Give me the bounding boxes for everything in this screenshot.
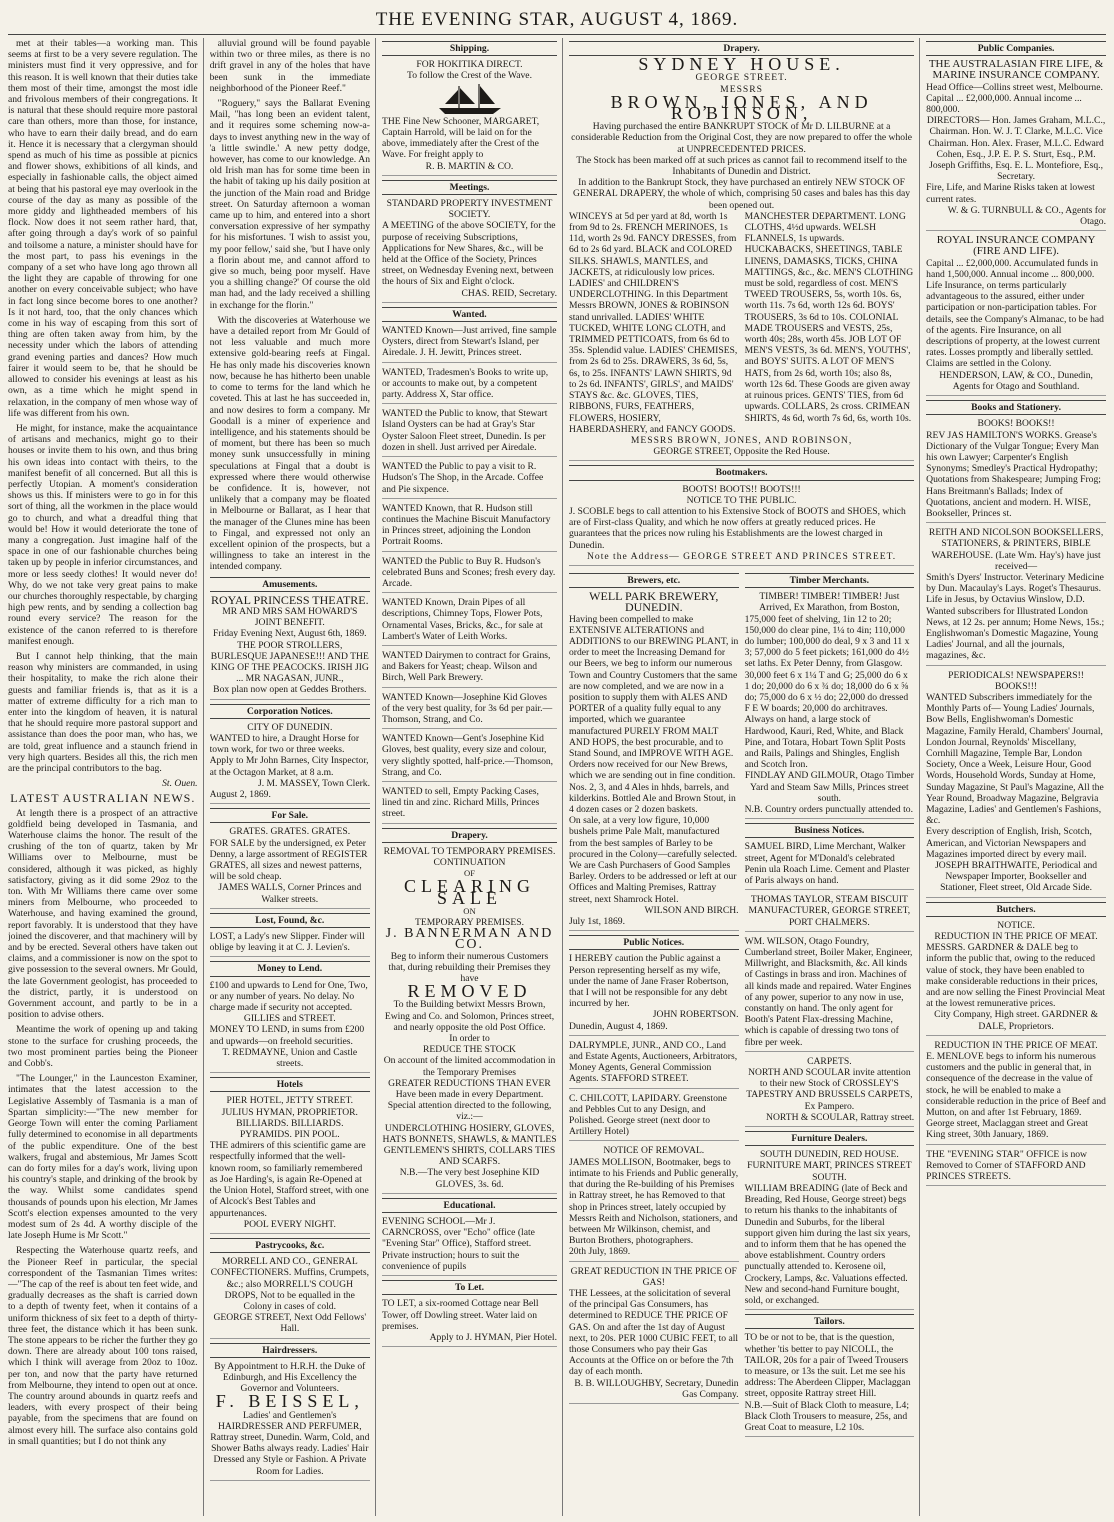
columns bbox=[8, 38, 1106, 1516]
column-4-left bbox=[569, 570, 739, 1441]
section-amusements: Amusements. bbox=[210, 577, 370, 592]
ad-text: August 2, 1869. bbox=[209, 789, 271, 800]
ad-text: GILLIES and STREET. bbox=[243, 1013, 336, 1025]
ad-text: Life Insurance, on terms particularly advantageous to the assured, either under participation or non-participation tables. For details, see the Company's Almanac, to be had of the agents. Fire Insurance, on all descriptions of property, at the lowest current rates. Losses promptly and liberally settled. Claims are settled in the Colony. bbox=[926, 280, 1104, 370]
ad-text: E. MENLOVE begs to inform his numerous customers and the public in general that, in consequence of the decrease in the value of stock, he will be enabled to make a considerable reduction in the price of Beef and Mutton, on and after 1st February, 1869. bbox=[926, 1051, 1106, 1119]
ad-heading: PIER HOTEL, JETTY STREET. JULIUS HYMAN, PROPRIETOR. bbox=[221, 1095, 358, 1118]
ad-text: JAMES WALLS, Corner Princes and Walker streets. bbox=[218, 882, 362, 905]
column-4-right bbox=[745, 570, 915, 1441]
ad-text: In order to bbox=[449, 1033, 490, 1045]
column-3 bbox=[382, 38, 563, 1516]
article-paragraph: But I cannot help thinking, that the main reason why ministers are commanded, in using their hospitality, to make the rich alone their guests and familiar friends is, that as it is a matter of extreme difficulty for a rich man to enter into the kingdom of heaven, it is natural that he should require more pastoral support and assistance than does the poor man, who has, we are told, great influence and a staunch friend in very high quarters. Besides all this, the rich men are the principal contributors to the bag. bbox=[8, 650, 198, 774]
ad-text: MESSRS bbox=[720, 83, 763, 95]
ad-text: WILLIAM BREADING (late of Beck and Breading, Red House, George street) begs to return his thanks to the inhabitants of Dunedin and Suburbs, for the liberal support given him during the last six years, and to inform them that he has opened the above establishment. Country orders punctually attended to. Kerosene oil, Crockery, Lamps, &c. Valuations effected. New and second-hand Furniture bought, sold, or exchanged. bbox=[744, 1182, 911, 1306]
ad-text: THE admirers of this scientific game are respectfully informed that the well-known room, so familiarly remembered as Joe Harding's, is again Re-Opened at the Union Hotel, Stafford street, with one of Alcock's Best Tables and appurtenances. bbox=[209, 1140, 369, 1219]
ad-heading: ROYAL PRINCESS THEATRE. bbox=[210, 592, 369, 607]
ad-text: R. B. MARTIN & CO. bbox=[425, 160, 514, 172]
ad-heading: FURNITURE MART, PRINCES STREET SOUTH. bbox=[747, 1160, 912, 1183]
ad-heading: REITH AND NICOLSON BOOKSELLERS, STATIONERS, & PRINTERS, BIBLE WAREHOUSE. (Late Wm. Hay's) have just received— bbox=[928, 527, 1104, 572]
ad-heading: ROYAL INSURANCE COMPANY (FIRE AND LIFE). bbox=[936, 234, 1096, 258]
ad-text: Ladies' and Gentlemen's HAIRDRESSER AND PERFUMER, Rattray street, Dunedin. Warm, Cold, and Shower Baths always ready. Ladies' Hair Dressed any Style or Fashion. A Private Room for Ladies. bbox=[210, 1409, 370, 1477]
ad-wise-books bbox=[926, 418, 1106, 523]
ad-wanted: WANTED to sell, Empty Packing Cases, lined tin and zinc. Richard Mills, Princes street. bbox=[382, 786, 557, 824]
ad-text: JOHN ROBERTSON. bbox=[652, 1009, 739, 1021]
ad-heading: REDUCTION IN THE PRICE OF MEAT. bbox=[934, 1039, 1098, 1051]
section-to-let: To Let. bbox=[382, 1280, 557, 1295]
ad-wanted: WANTED the Public to pay a visit to R. Hudson's The Shop, in the Arcade. Coffee and Pie sixpence. bbox=[382, 461, 557, 499]
ad-heading: F. BEISSEL, bbox=[215, 1391, 364, 1412]
ad-text: FOR SALE by the undersigned, ex Peter Denny, a large assortment of REGISTER GRATES, all sizes and newest patterns, will be sold cheap. bbox=[209, 837, 368, 883]
ad-text: In addition to the Bankrupt Stock, they have purchased an entirely NEW STOCK OF GENERAL DRAPERY, the whole of which, comprising 50 cases and bales has this day been opened out. bbox=[573, 177, 911, 211]
ad-boots bbox=[569, 484, 914, 566]
ad-text: Have been made in every Department. bbox=[395, 1089, 544, 1101]
ad-text: T. REDMAYNE, Union and Castle streets. bbox=[222, 1046, 358, 1070]
ad-text: MR AND MRS SAM HOWARD'S JOINT BENEFIT. bbox=[222, 605, 358, 629]
section-for-sale: For Sale. bbox=[210, 808, 370, 823]
ad-text: Having been compelled to make EXTENSIVE ALTERATIONS and ADDITIONS to our BREWING PLANT, in order to meet the Increasing Demand for our Beers, we beg to inform our numerous Town and Country Customers that the same are now completed, and we are now in a position to supply them with ALES AND PORTER of a quality fully equal to any imported, which we guarantee manufactured PURELY FROM MALT AND HOPS, the best procurable, and to Stand Sound, and IMPROVE WITH AGE. bbox=[569, 613, 739, 759]
ad-text: TO LET, a six-roomed Cottage near Bell Tower, off Dowling street. Water laid on premises. bbox=[382, 1298, 539, 1332]
ad-text: NORTH & SCOULAR, Rattray street. bbox=[766, 1111, 915, 1123]
section-timber: Timber Merchants. bbox=[745, 573, 915, 588]
ad-furniture bbox=[745, 1149, 915, 1310]
ad-heading: FOR HOKITIKA DIRECT. bbox=[416, 59, 523, 71]
ad-text: 20th July, 1869. bbox=[569, 1246, 631, 1258]
section-wanted: Wanted. bbox=[382, 307, 557, 322]
ad-text: Every description of English, Irish, Scotch, American, and Victorian Newspapers and Magazines imported direct by every mail. bbox=[926, 826, 1092, 860]
ad-text: THE Fine New Schooner, MARGARET, Captain Harrold, will be laid on for the above, immediately after the Crest of the Wave. For freight apply to bbox=[382, 115, 540, 161]
ad-text: Capital ... £2,000,000. Accumulated funds in hand 1,500,000. Annual income ... 800,000. bbox=[926, 257, 1099, 280]
ad-text: GEORGE STREET, Next Odd Fellows' Hall. bbox=[213, 1312, 367, 1335]
ad-evening-star-office: THE "EVENING STAR" OFFICE is now Removed to Corner of STAFFORD AND PRINCES STREETS. bbox=[926, 1149, 1106, 1187]
section-tailors: Tailors. bbox=[745, 1314, 915, 1329]
ad-text: Note the Address— GEORGE STREET AND PRINCES STREET. bbox=[587, 550, 897, 562]
ad-text: On sale, at a very low figure, 10,000 bushels prime Pale Malt, manufactured from the best samples of Barley to be procured in the Colony—carefully selected. We are Cash Purchasers of Good Samples Barley. Orders to be addressed or left at our Offices and Malting Premises, Rattray street, next Shamrock Hotel. bbox=[569, 815, 738, 905]
ad-heading: BROWN, JONES, AND ROBINSON, bbox=[610, 91, 873, 124]
ad-text: Friday Evening Next, August 6th, 1869. bbox=[213, 628, 367, 640]
ad-removal bbox=[569, 1145, 739, 1261]
ad-text: THE Lessees, at the solicitation of several of the principal Gas Consumers, has determined to REDUCE THE PRICE OF GAS. On and after the 1st day of August next, to 20s. PER 1000 CUBIC FEET, to all those Consumers who pay their Gas Accounts at the Office on or before the 7th day of each month. bbox=[569, 1287, 739, 1378]
ad-text: JOSEPH BRAITHWAITE, Periodical and Newspaper Importer, Bookseller and Stationer, Fleet street, Old Arcade Side. bbox=[935, 860, 1098, 894]
column-5 bbox=[926, 38, 1106, 1516]
ad-bannerman bbox=[382, 846, 557, 1194]
section-furniture: Furniture Dealers. bbox=[745, 1131, 915, 1146]
ad-heading: STANDARD PROPERTY INVESTMENT SOCIETY. bbox=[386, 198, 553, 221]
ad-brewery bbox=[569, 591, 739, 931]
ad-text: TEMPORARY PREMISES. bbox=[415, 917, 524, 928]
ad-text: DIRECTORS— Hon. James Graham, M.L.C., Chairman. Hon. W. J. T. Clarke, M.L.C. Vice Chairman. Hon. Alex. Fraser, M.L.C. Edward Cohen, Esq., J.P. E. P. S. Sturt, Esq., P.M. Joseph Griffiths, Esq. E. L. Montefiore, Esq., Secretary. bbox=[926, 115, 1106, 183]
ship-icon bbox=[382, 82, 557, 116]
ad-text: NORTH AND SCOULAR invite attention to their new Stock of CROSSLEY'S TAPESTRY AND BRUSSELS CARPETS, Ex Pampero. bbox=[746, 1067, 913, 1112]
ad-text: W. & G. TURNBULL & CO., Agents for Otago. bbox=[947, 204, 1106, 228]
ad-timber bbox=[745, 591, 915, 819]
ad-text: 175,000 feet of shelving, 1in 12 to 20; 150,000 do clear pine, 1¼ to 4in; 110,000 do lumber; 100,000 do deal, 9 x 3 and 11 x 3; 57,000 do 5 feet pickets; 161,000 do 4½ set laths. Ex Peter Denny, from Glasgow. 30,000 feet 6 x 1¼ T and G; 25,000 do 6 x 1 do; 20,000 do 6 x ¾ do; 18,000 do 6 x ⅝ do; 75,000 do 6 x ½ do; 22,000 do dressed F E W boards; 20,000 do architraves. bbox=[744, 613, 910, 715]
ad-text: To follow the Crest of the Wave. bbox=[407, 70, 532, 82]
ad-heading: REMOVAL TO TEMPORARY PREMISES. bbox=[383, 845, 556, 857]
ad-carpets bbox=[745, 1056, 915, 1127]
ad-text: CHAS. REID, Secretary. bbox=[461, 287, 557, 299]
ad-text: Beg to inform their numerous Customers that, during rebuilding their Premises they have bbox=[388, 950, 551, 985]
article-paragraph: He might, for instance, make the acquaintance of artisans and mechanics, might go to their houses or invite them to his own, and thus bring his own ideas into contact with theirs, to the manifest benefit of all concerned. But all this is perfectly Utopian. A moment's consideration shows us this. If ministers were to go in for this sort of thing, all the workmen in the place would go to church, and what a dreadful thing that would be! How it would deteriorate the tone of many a congregation. Just imagine half of the space in one of our fashionable churches being taken up by people in inferior circumstances, and more or less seedy clothes! It would never do! Why, do we not take very great pains to make our churches thoroughly respectable, by charging high pew rents, and by sending a collection bag round every service? The reason for the existence of the canon referred to is therefore manifest enough. bbox=[8, 422, 198, 647]
ad-caution bbox=[569, 953, 739, 1035]
ad-wanted: WANTED, Tradesmen's Books to write up, or accounts to make out, by a competent party. Address X, Star office. bbox=[382, 367, 557, 405]
ad-text: MORRELL AND CO., GENERAL CONFECTIONERS. Muffins, Crumpets, &c.; also MORRELL'S COUGH DROPS, Not to be equalled in the Colony in cases of cold. bbox=[210, 1256, 369, 1312]
section-butchers: Butchers. bbox=[926, 902, 1106, 917]
ad-text: MONEY TO LEND, in sums from £200 and upwards—on freehold securities. bbox=[209, 1024, 365, 1047]
ad-heading: NOTICE. bbox=[997, 919, 1035, 931]
section-books: Books and Stationery. bbox=[926, 400, 1106, 415]
ad-gardner-dale bbox=[926, 920, 1106, 1036]
ad-heading: CLEARING SALE bbox=[404, 876, 535, 908]
section-educational: Educational. bbox=[382, 1198, 557, 1213]
section-corporation: Corporation Notices. bbox=[210, 704, 370, 719]
ad-lapidary: C. CHILCOTT, LAPIDARY. Greenstone and Pebbles Cut to any Design, and Polished. George street (next door to Artillery Hotel) bbox=[569, 1093, 739, 1142]
price-list-left: WINCEYS at 5d per yard at 8d, worth 1s from 9d to 2s. FRENCH MERINOES, 1s 11d, worth 2s 9d. FANCY DRESSES, from 6d to 2s 6d yard. BLACK and COLORED SILKS. SHAWLS, MANTLES, and JACKETS, at ridiculously low prices. LADIES' and CHILDREN'S UNDERCLOTHING. In this Department Messrs BROWN, JONES & ROBINSON stand unrivalled. LADIES' WHITE TUCKED, WHITE LONG CLOTH, and TRIMMED PETTICOATS, from 6s 6d to 35s. Splendid value. LADIES' CHEMISES, from 2s 6d to 25s. DRAWERS, 3s 6d, 5s, 6s, to 25s. INFANTS' LAWN SHIRTS, 9d to 2s 6d. INFANTS', GIRLS', and MAIDS' STAYS &c. &c. GLOVES, TIES, RIBBONS, FURS, FEATHERS, FLOWERS, HOSIERY, HABERDASHERY, and FANCY GOODS. bbox=[569, 210, 738, 435]
masthead-title: THE EVENING STAR, AUGUST 4, 1869. bbox=[375, 9, 739, 30]
ad-text: Box plan now open at Geddes Brothers. bbox=[213, 684, 367, 696]
ad-text: LOST, a Lady's new Slipper. Finder will oblige by leaving it at C. J. Levien's. bbox=[209, 931, 365, 954]
ad-wanted: WANTED Known—Gent's Josephine Kid Gloves, best quality, every size and colour, very slightly spotted, half-price.—Thomson, Strang, and Co. bbox=[382, 733, 557, 782]
section-meetings: Meetings. bbox=[382, 180, 557, 195]
ad-foundry: WM. WILSON, Otago Foundry, Cumberland street, Boiler Maker, Engineer, Millwright, and Blacksmith, &c. All kinds of Castings in brass and iron. Machines of all kinds made and repaired. Water Engines of any power, superior to any now in use, constantly on hand. The only agent for Booth's Patent Flax-dressing Machine, which is capable of dressing two tons of fibre per week. bbox=[745, 936, 915, 1052]
ad-hairdresser bbox=[210, 1361, 370, 1481]
article-signature: St. Ouen. bbox=[162, 778, 198, 790]
ad-reith-nicolson bbox=[926, 527, 1106, 665]
column-2 bbox=[210, 38, 376, 1516]
ad-text: POOL EVERY NIGHT. bbox=[243, 1218, 336, 1230]
headline-australian-news: LATEST AUSTRALIAN NEWS. bbox=[10, 791, 196, 806]
ad-hotel bbox=[210, 1095, 370, 1233]
ad-text: GREATER REDUCTIONS THAN EVER bbox=[388, 1077, 551, 1089]
ad-australasian-insurance bbox=[926, 59, 1106, 231]
section-drapery: Drapery. bbox=[382, 828, 557, 843]
ad-text: WANTED to hire, a Draught Horse for town work, for two or three weeks. bbox=[209, 732, 360, 756]
ad-heading: TIMBER! TIMBER! TIMBER! Just Arrived, Ex Marathon, from Boston, bbox=[759, 591, 900, 614]
section-drapery: Drapery. bbox=[569, 41, 914, 56]
ad-text: On account of the limited accommodation in the Temporary Premises bbox=[383, 1055, 556, 1078]
section-hairdressers: Hairdressers. bbox=[210, 1343, 370, 1358]
ad-text: MESSRS. GARDNER & DALE beg to inform the public that, owing to the reduced value of stock, they have been enabled to make considerable reductions in their prices, and are now selling the Finest Provincial Meat at the lowest remunerative prices. bbox=[926, 942, 1105, 1010]
ad-wanted: WANTED Known, that R. Hudson still continues the Machine Biscuit Manufactory in Princes street, adjoining the London Portrait Rooms. bbox=[382, 503, 557, 552]
ad-text: GEORGE STREET, Opposite the Red House. bbox=[653, 446, 830, 458]
ad-text: WILSON AND BIRCH. bbox=[644, 904, 739, 916]
ad-text: George street, Maclaggan street and Great King street, 30th January, 1869. bbox=[926, 1118, 1088, 1141]
ad-heading: REMOVED bbox=[407, 981, 532, 1002]
article-paragraph: met at their tables—a working man. This seems at first to be a very severe regulation. The ministers must find it very oppressive, and for this reason. It is well known that their duties take them most of their time, amongst the most idle and frivolous members of their congregations. It is natural that these should require more pastoral care than others, more than those, for instance, who have to earn their daily bread, and do earn it. Hence it is necessary that a clergyman should spend as much of his time as possible at picnics and flower shows, exhibitions of all kinds, and especially in fashionable calls, the object aimed at being that his pastoral eye may overlook in the course of the day as many as possible of the more giddy and lightheaded members of his flock. Now does it not seem rather hard, that, after going through a day's work of so painful and toilsome a nature, a minister should have for the most part, to pass his evenings in the company of a set who have long ago thrown all the light they are capable of throwing for one another on every conceivable subject; who have in fact long since become bores to one another? Is it not hard, too, that the only chances which come in his way of escaping from this sort of thing are often taken away from him, by the necessity under which the labors of attending grand evening parties and dances? How much fairer it would seem to be, that he should be allowed to consider his evenings at least as his own, as a time which he might spend in relaxation, in the company of men whose way of life was different from his own. bbox=[8, 38, 198, 419]
column-1 bbox=[8, 38, 204, 1516]
ad-heading: J. BANNERMAN AND CO. bbox=[385, 926, 554, 953]
ad-heading: GREAT REDUCTION IN THE PRICE OF GAS! bbox=[570, 1265, 737, 1288]
ad-text: I HEREBY caution the Public against a Person representing herself as my wife, under the name of Jane Fraser Robertson, that I will not be responsible for any debt incurred by her. bbox=[569, 953, 729, 1010]
ad-text: By Appointment to H.R.H. the Duke of Edinburgh, and His Excellency the Governor and Volunteers. bbox=[214, 1360, 366, 1395]
section-brewers: Brewers, etc. bbox=[569, 573, 739, 588]
article-paragraph: Respecting the Waterhouse quartz reefs, and the Pioneer Reef in particular, the special correspondent of the Tasmanian Times writes:—"The cap of the reef is about ten feet wide, and gradually decreases as the shaft is carried down to a depth of twenty feet, when it contains of a uniform thickness of six feet to a depth of thirty-three feet, the distance which it has been sunk. The stone appears to be richer the further they go down. There are already about 100 tons raised, which I think will average from 20oz to 10oz. per ton, and now that the party have returned from Melbourne, they intend to open out at once. The country around abounds in quartz reefs and leaders, with every prospect of their being payable, from the specimens that are found on almost every hill. The surface also contains gold in small quantities; but I do not think any bbox=[8, 1245, 198, 1447]
ad-text: TO be or not to be, that is the question, whether 'tis better to pay NICOLL, the TAILOR, 20s for a pair of Tweed Trousers to measure, or 13s the suit. Let me see his address: The Aberdeen Clipper, Maclaggan street, opposite Rattray street Hill. bbox=[744, 1332, 911, 1400]
ad-text: Dunedin, August 4, 1869. bbox=[569, 1020, 668, 1032]
ad-heading: REDUCTION IN THE PRICE OF MEAT. bbox=[934, 931, 1098, 943]
ad-text: Capital ... £2,000,000. Annual income ... 800,000. bbox=[926, 92, 1082, 116]
ad-text: Having purchased the entire BANKRUPT STOCK of Mr D. LILBURNE at a considerable Reduction from the Original Cost, they are now prepared to offer the whole at UNPRECEDENTED PRICES. bbox=[571, 121, 912, 155]
column-4 bbox=[569, 38, 920, 1516]
ad-wanted: WANTED the Public to Buy R. Hudson's celebrated Buns and Scones; fresh every day. Arcade. bbox=[382, 556, 557, 594]
ad-wanted: WANTED Dairymen to contract for Grains, and Bakers for Yeast; cheap. Wilson and Birch, Well Park Brewery. bbox=[382, 650, 557, 688]
ad-text: City Company, High street. GARDNER & DALE, Proprietors. bbox=[934, 1009, 1098, 1032]
ad-heading: BOOKS! BOOKS!! bbox=[977, 418, 1055, 430]
ad-text: £100 and upwards to Lend for One, Two, or any number of years. No delay. No charge made if security not accepted. bbox=[209, 979, 368, 1014]
section-shipping: Shipping. bbox=[382, 41, 557, 56]
section-hotels: Hotels bbox=[210, 1077, 370, 1092]
ad-text: Smith's Dyers' Instructor. Veterinary Medicine by Dun. Macaulay's Lays. Roget's Thesaurus. Life in Jesus, by Octavius Winslow, D.D. Wanted subscribers for Illustrated London News, at 12 2s. per annum; Home News, 15s.; Englishwoman's Domestic Magazine, Young Ladies' Journal, and all the journals, magazines, &c. bbox=[926, 571, 1105, 662]
ad-heading: WELL PARK BREWERY, DUNEDIN. bbox=[589, 589, 719, 615]
section-money: Money to Lend. bbox=[210, 961, 370, 976]
article-paragraph: "The Lounger," in the Launceston Examiner, intimates that the latest accession to the Legislative Assembly of Tasmania is a man of Spartan simplicity:—"The new member for George Town will enter the coming Parliament fully determined to economise in all departments of the public expenditure. One of the best walkers, frugal and abstemious, Mr James Scott can do forty miles for a day's work, living upon his country's staple, and drinking of the brook by the way. Whilst some candidates spend thousands of pounds upon his election, Mr James Scott's election expenses amounted to the very modest sum of 2s 4d. A worthy disciple of the late Joseph Hume is Mr Scott." bbox=[8, 1073, 198, 1242]
ad-money bbox=[210, 980, 370, 1074]
masthead bbox=[8, 6, 1106, 35]
article-paragraph: "Roguery," says the Ballarat Evening Mail, "has long been an evident talent, and it requires some scheming now-a-days to invest anything new in the way of 'a little swindle.' A new petty dodge, however, has come to our knowledge. An old Irish man has for some time been in the habit of taking up his daily position at the junction of the Main road and Bridge street. On Saturday afternoon a woman came up to him, and entered into a short conversation expressive of her sympathy for his misfortunes. 'I wish to assist you, my poor fellow,' said she, 'but I have only a florin about me, and cannot afford to give so much, being poor myself. Have you a shilling change?' Of course the old man had, and the lady received a shilling in exchange for the florin." bbox=[209, 98, 370, 311]
ad-menlove bbox=[926, 1040, 1106, 1145]
ad-text: B. B. WILLOUGHBY, Secretary, Dunedin Gas Company. bbox=[574, 1377, 739, 1400]
ad-heading: NOTICE OF REMOVAL. bbox=[603, 1145, 705, 1157]
ad-text: THE POOR STROLLERS, BURLESQUE JAPANESE!!! AND THE KING OF THE PEACOCKS. IRISH JIG ... MR NAGASAN, JUNR., bbox=[210, 639, 369, 685]
ad-royal-insurance bbox=[926, 235, 1106, 396]
section-public-notices: Public Notices. bbox=[569, 935, 739, 950]
ad-text: J. SCOBLE begs to call attention to his Extensive Stock of BOOTS and SHOES, which are of First-class Quality, and which he now offers at greatly reduced prices. He guarantees that the prices now ruling his Establishments are the lowest charged in Dunedin. bbox=[569, 505, 906, 551]
ad-heading: THE AUSTRALASIAN FIRE LIFE, & MARINE INSURANCE COMPANY. bbox=[928, 58, 1104, 82]
ad-text: REV JAS HAMILTON'S WORKS. Grease's Dictionary of the Vulgar Tongue; Every Man his own Lawyer; Carpenter's English Synonyms; Smedley's Practical Hydropathy; Quotations from Shakespeare; Jumping Frog; Hans Breitmann's Ballads; Index of Quotations, ancient and modern. H. WISE, Bookseller, Princes st. bbox=[926, 429, 1101, 519]
ad-evening-school: EVENING SCHOOL—Mr J. CARNCROSS, over "Echo" office (late "Evening Star" Office), Stafford street. Private instruction; hours to suit the convenience of pupils bbox=[382, 1216, 557, 1276]
ad-text: FINDLAY AND GILMOUR, Otago Timber Yard and Steam Saw Mills, Princes street south. bbox=[744, 770, 914, 804]
ad-heading: CITY OF DUNEDIN. bbox=[247, 721, 333, 733]
ad-heading: BOOTS! BOOTS!! BOOTS!!! bbox=[682, 483, 801, 495]
ad-wanted: WANTED Known, Drain Pipes of all descriptions, Chimney Tops, Flower Pots, Ornamental Vases, Bricks, &c., for sale at Lambert's Water of Leith Works. bbox=[382, 597, 557, 646]
section-bootmakers: Bootmakers. bbox=[569, 465, 914, 480]
ad-text: Always on hand, a large stock of Hardwood, Kauri, Red, White, and Black Pine, and Totara, Hobart Town Split Posts and Rails, Palings and Shingles, English and Scotch Iron. bbox=[744, 714, 906, 771]
ad-meeting bbox=[382, 198, 557, 303]
section-public-companies: Public Companies. bbox=[926, 41, 1106, 56]
price-lists bbox=[569, 211, 914, 435]
ad-confectioners bbox=[210, 1256, 370, 1338]
ad-to-let bbox=[382, 1298, 557, 1347]
ad-periodicals bbox=[926, 670, 1106, 898]
ad-text: Special attention directed to the following, viz.:— bbox=[387, 1100, 552, 1123]
ad-text: REDUCE THE STOCK bbox=[423, 1044, 516, 1056]
ad-text: The Stock has been marked off at such prices as cannot fail to recommend itself to the Inhabitants of Dunedin and District. bbox=[576, 154, 907, 178]
section-pastrycooks: Pastrycooks, &c. bbox=[210, 1238, 370, 1253]
ad-biscuit: THOMAS TAYLOR, STEAM BISCUIT MANUFACTURER, GEORGE STREET, PORT CHALMERS. bbox=[745, 894, 915, 932]
ad-text: Orders now received for our New Brews, which we are sending out in fine condition. Nos. 2, 3, and 4 Ales in hhds, barrels, and kilderkins. Bottled Ale and Brown Stout, in 4 dozen cases or 2 dozen baskets. bbox=[569, 759, 736, 815]
ad-heading: CARPETS. bbox=[807, 1055, 852, 1067]
ad-text: ON bbox=[463, 905, 476, 916]
price-list-right: MANCHESTER DEPARTMENT. LONG CLOTHS, 4½d upwards. WELSH FLANNELS, 1s upwards. HUCKABACKS, SHEETINGS, TABLE LINENS, DAMASKS, TICKS, CHINA MATTINGS, &c., &c. MEN'S CLOTHING must be sold, regardless of cost. MEN'S TWEED TROUSERS, 5s, worth 10s. 6s, worth 11s. 7s 6d, worth 12s 6d. BOYS' TROUSERS, 3s 6d to 10s. COLONIAL MADE TROUSERS and VESTS, 25s, worth 40s; 28s, worth 45s. JOB LOT OF MEN'S VESTS, 3s 6d. MEN'S, YOUTHS', and BOYS' SUITS. A LOT OF MEN'S HATS, from 2s 6d, worth 10s; also 8s, worth 12s 6d. These Goods are given away at ruinous prices. GENTS' TIES, from 6d upwards. COLLARS, 2s cross. CRIMEAN SHIRTS, 4s 6d, worth 7s 6d, 6s, worth 10s. bbox=[744, 210, 914, 424]
ad-heading: BILLIARDS. BILLIARDS. PYRAMIDS. PIN POOL. bbox=[236, 1117, 344, 1141]
ad-text: To the Building betwixt Messrs Brown, Ewing and Co. and Solomon, Princes street, and nearly opposite the old Post Office. bbox=[384, 999, 555, 1033]
ad-grates bbox=[210, 826, 370, 908]
ad-heading: SYDNEY HOUSE. bbox=[638, 54, 845, 75]
ad-text: Fire, Life, and Marine Risks taken at lowest current rates. bbox=[926, 182, 1095, 205]
ad-text: Apply to J. HYMAN, Pier Hotel. bbox=[429, 1331, 557, 1343]
ad-heading: SOUTH DUNEDIN, RED HOUSE. bbox=[759, 1149, 899, 1161]
ad-sydney-house bbox=[569, 54, 914, 461]
ad-text: A MEETING of the above SOCIETY, for the purpose of receiving Subscriptions, Applications for New Shares, &c., will be held at the Office of the Society, Princes street, on Wednesday Evening next, between the hours of Six and Eight o'clock. bbox=[382, 220, 556, 288]
ad-heading: PERIODICALS! NEWSPAPERS!! BOOKS!!! bbox=[948, 669, 1084, 692]
ad-text: Apply to Mr John Barnes, City Inspector, at the Octagon Market, at 8 a.m. bbox=[209, 755, 369, 778]
ad-text: N.B.—Suit of Black Cloth to measure, L4; Black Cloth Trousers to measure, 25s, and Great Coat to measure, L2 10s. bbox=[744, 1399, 909, 1433]
ad-text: GEORGE STREET. bbox=[695, 72, 788, 84]
ad-text: OF bbox=[464, 868, 475, 879]
ad-lime: SAMUEL BIRD, Lime Merchant, Walker street, Agent for M'Donald's celebrated Penin ula Roach Lime. Cement and Plaster of Paris always on hand. bbox=[745, 841, 915, 890]
article-paragraph: Meantime the work of opening up and taking stone to the surface for crushing proceeds, the two most prominent parties being the Pioneer and Cobb's. bbox=[8, 1024, 198, 1070]
ad-text: JAMES MOLLISON, Bootmaker, begs to intimate to his Friends and Public generally, that during the Re-building of his Premises in Rattray street, he has Removed to that shop in Princes street, lately occupied by Messrs Reith and Nicholson, stationers, and between Mr Wilkinson, chemist, and Burton Brothers, photographers. bbox=[569, 1156, 739, 1247]
article-paragraph: With the discoveries at Waterhouse we have a detailed report from Mr Gould of not less valuable and much more extensive gold-bearing reefs at Fingal. He has only made his discoveries known now, because he has hitherto been unable to come to terms for the land which he coveted. This at last he has succeeded in, and now desires to form a company. Mr Goodall is a miner of experience and intelligence, and his statements should be of moment, but there has been so much money sunk unsuccessfully in mining speculations at Fingal that a doubt is expressed where there would otherwise be confidence. It is, however, not unlikely that a company may be floated in Melbourne or Ballarat, as I hear that the manager of the Clunes mine has been to Fingal, and expressed not only an excellent opinion of the prospects, but a willingness to take an interest in the intended company. bbox=[209, 314, 370, 573]
ad-text: J. M. MASSEY, Town Clerk. bbox=[258, 777, 370, 789]
ad-wanted: WANTED Known—Just arrived, fine sample Oysters, direct from Stewart's Island, per Airedale. J. H. Jewitt, Princes street. bbox=[382, 325, 557, 363]
ad-text: HENDERSON, LAW, & CO., Dunedin, Agents for Otago and Southland. bbox=[939, 369, 1093, 392]
ad-lost bbox=[210, 931, 370, 957]
ad-text: WANTED Subscribers immediately for the Monthly Parts of— Young Ladies' Journals, Bow Bells, Englishwoman's Domestic Magazine, Family Herald, Chambers' Journal, London Journal, Reynolds' Miscellany, Cornhill Magazine, Temple Bar, London Society, Once a Week, Leisure Hour, Good Words, Household Words, Sunday at Home, Sunday Magazine, St Paul's Magazine, All the Year Round, Broadway Magazine, Belgravia Magazine, Ladies' and Gentlemen's Fashions, &c. bbox=[926, 691, 1104, 827]
ad-text: N.B.—The very best Josephine KID GLOVES, 3s. 6d. bbox=[399, 1167, 540, 1190]
ad-text: July 1st, 1869. bbox=[569, 916, 625, 928]
ad-text: UNDERCLOTHING HOSIERY, GLOVES, HATS BONNETS, SHAWLS, & MANTLES GENTLEMEN'S SHIRTS, COLLARS TIES AND SCARFS. bbox=[382, 1122, 557, 1168]
article-paragraph: alluvial ground will be found payable within two or three miles, as there is no drift gravel in any of the holes that have been sunk in the immediate neighborhood of the Pioneer Reef." bbox=[209, 38, 370, 94]
ad-corporation bbox=[210, 722, 370, 804]
ad-text: Head Office—Collins street west, Melbourne. bbox=[926, 81, 1103, 93]
ad-dalrymple: DALRYMPLE, JUNR., AND CO., Land and Estate Agents, Auctioneers, Arbitrators, Money Agents, General Commission Agents. STAFFORD STREET. bbox=[569, 1040, 739, 1089]
section-business: Business Notices. bbox=[745, 823, 915, 838]
ad-tailor bbox=[745, 1332, 915, 1437]
ad-theatre bbox=[210, 592, 370, 700]
ad-wanted: WANTED Known—Josephine Kid Gloves of the very best quality, for 3s 6d per pair.—Thomson, Strang, and Co. bbox=[382, 692, 557, 730]
column-4-split bbox=[569, 570, 914, 1441]
ad-text: CONTINUATION bbox=[433, 856, 506, 868]
ad-gas bbox=[569, 1266, 739, 1404]
ad-text: NOTICE TO THE PUBLIC. bbox=[686, 494, 797, 506]
section-lost: Lost, Found, &c. bbox=[210, 913, 370, 928]
article-paragraph: At length there is a prospect of an attractive goldfield being developed in Tasmania, and Waterhouse claims the honor. The result of the crushing of the ton of quartz, taken by Mr Williams over to Melbourne, must be considered, although it was picked, as highly satisfactory, giving as it did some 29oz to the ton. With Mr Williams there came over some miners from Melbourne, who proceeded to Waterhouse, and having examined the ground, report favorably. It is understood that they have joined the discoverer, and that machinery will by and by be erected. Several others have taken out claims, and a commissioner is now on the spot to give possession to the several owners. Mr Gould, the late Government geologist, has proceeded to the district, partly, it is understood on Government account, and partly to be in a position to advise others. bbox=[8, 807, 198, 1021]
ad-schooner bbox=[382, 59, 557, 176]
ad-text: N.B. Country orders punctually attended to. bbox=[744, 804, 913, 815]
ad-heading: GRATES. GRATES. GRATES. bbox=[229, 826, 351, 838]
ad-text: MESSRS BROWN, JONES, AND ROBINSON, bbox=[630, 434, 853, 446]
ad-wanted: WANTED the Public to know, that Stewart Island Oysters can be had at Gray's Star Oyster Saloon Fleet street, Dunedin. Is per dozen in shell. Just arrived per Airedale. bbox=[382, 408, 557, 457]
